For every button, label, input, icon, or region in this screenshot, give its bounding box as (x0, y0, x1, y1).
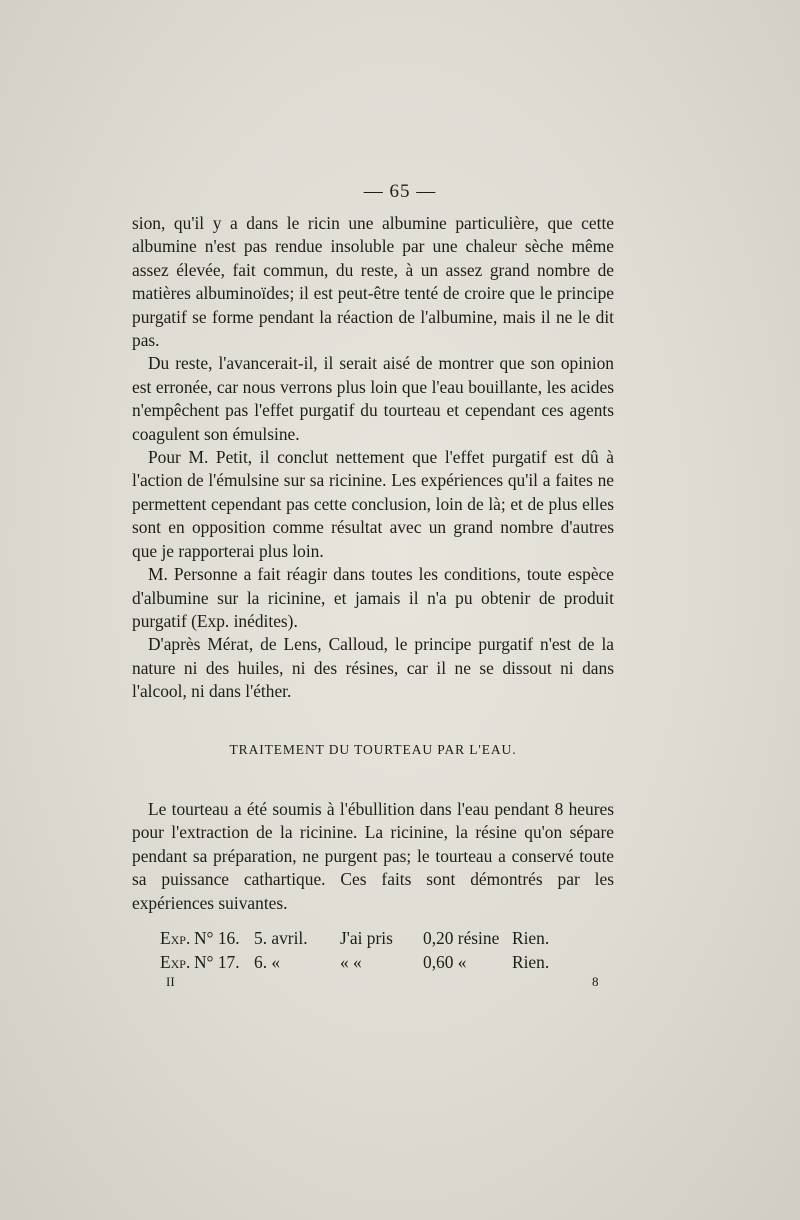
page-number: — 65 — (363, 181, 437, 202)
experiment-text: « « (340, 952, 362, 972)
experiment-date: 6. « (254, 952, 281, 972)
paragraph: Pour M. Petit, il conclut nettement que l'effet purgatif est dû à l'action de l'émulsine sur sa ricinine. Les expériences qu'il a faites ne permettent cependant pas cette conclusion, loin de là; et de plus elles sont en opposition comme résultat avec un grand nombre d'autres que je rapporterai plus loin. (132, 447, 614, 561)
body-text-top (132, 212, 614, 704)
experiment-result: Rien. (512, 952, 550, 972)
section-heading: TRAITEMENT DU TOURTEAU PAR L'EAU. (229, 742, 517, 757)
signature-mark-left: II (166, 974, 175, 989)
experiment-row (160, 928, 620, 951)
paragraph: M. Personne a fait réagir dans toutes les conditions, toute espèce d'albumine sur la ricinine, et jamais il n'a pu obtenir de produit purgatif (Exp. inédites). (132, 564, 614, 631)
paragraph: D'après Mérat, de Lens, Calloud, le principe purgatif n'est de la nature ni des huiles, ni des résines, car il ne se dissout ni dans l'alcool, ni dans l'éther. (132, 634, 614, 702)
paragraph: sion, qu'il y a dans le ricin une albumine particulière, que cette albumine n'est pas rendue insoluble par une chaleur sèche même assez élevée, fait commun, du reste, à un assez grand nombre de matières albuminoïdes; il est peut-être tenté de croire que le principe purgatif se forme pendant la réaction de l'albumine, mais il ne le dit pas. (132, 213, 614, 351)
experiment-row (160, 952, 620, 975)
experiment-label: Exp. (160, 928, 191, 948)
signature-mark-right: 8 (592, 974, 599, 989)
experiment-label: Exp. (160, 952, 191, 972)
experiment-result: Rien. (512, 928, 550, 948)
paragraph: Le tourteau a été soumis à l'ébullition dans l'eau pendant 8 heures pour l'extraction de la ricinine. La ricinine, la résine qu'on sépare pendant sa préparation, ne purgent pas; le tourteau a conservé toute sa puissance cathartique. Ces faits sont démontrés par les expériences suivantes. (132, 799, 614, 913)
experiment-quantity: 0,60 « (423, 952, 467, 972)
paragraph: Du reste, l'avancerait-il, il serait aisé de montrer que son opinion est erronée, car nous verrons plus loin que l'eau bouillante, les acides n'empêchent pas l'effet purgatif du tourteau et cependant ces agents coagulent son émulsine. (132, 353, 614, 444)
experiment-number: N° 16. (194, 928, 240, 948)
experiment-quantity: 0,20 résine (423, 928, 500, 948)
experiment-date: 5. avril. (254, 928, 308, 948)
experiment-number: N° 17. (194, 952, 240, 972)
body-text-bottom (132, 798, 614, 915)
experiment-text: J'ai pris (340, 928, 393, 948)
